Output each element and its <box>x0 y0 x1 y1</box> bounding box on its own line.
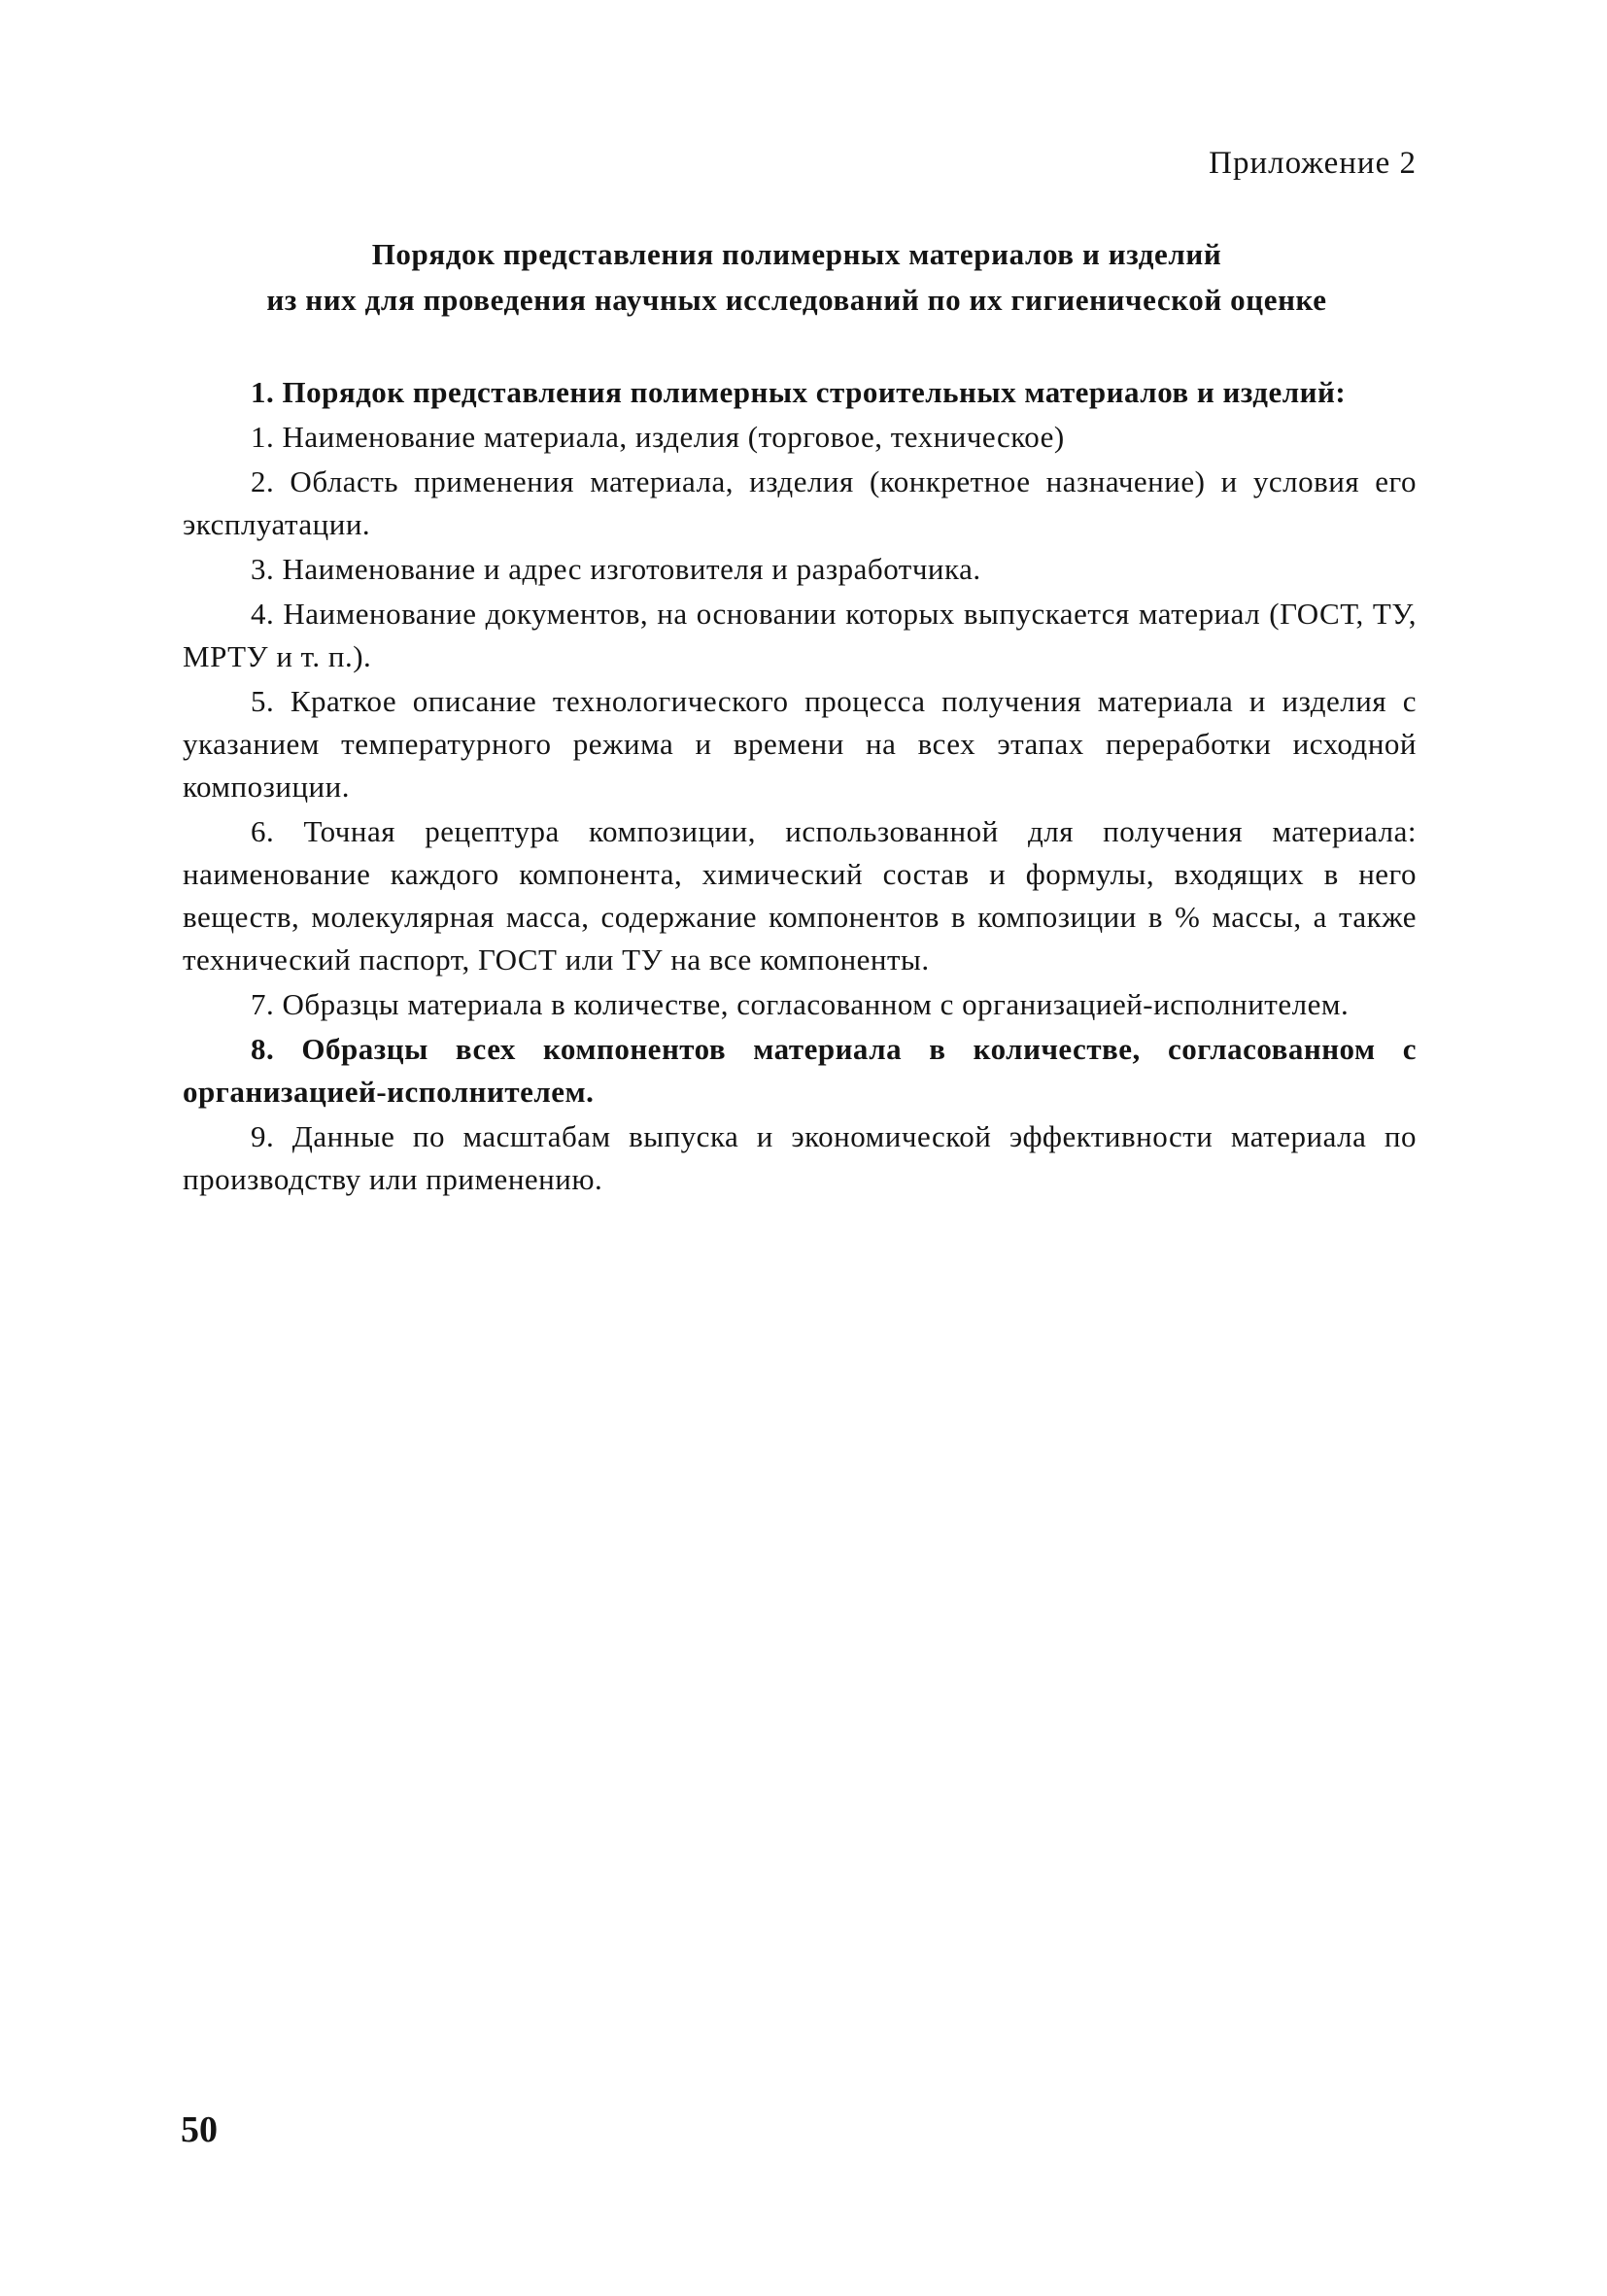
list-item-1: 1. Наименование материала, изделия (торговое, техническое) <box>251 420 1065 454</box>
appendix-label: Приложение 2 <box>1209 146 1417 181</box>
section-heading: 1. Порядок представления полимерных строительных материалов и изделий: <box>251 375 1347 409</box>
list-item-7: 7. Образцы материала в количестве, согласованном с организацией-исполнителем. <box>251 987 1350 1021</box>
list-item-9: 9. Данные по масштабам выпуска и экономической эффективности материала по производству или применению. <box>183 1119 1417 1196</box>
title-line-2: из них для проведения научных исследований по их гигиенической оценке <box>266 283 1327 317</box>
document-title <box>165 231 1428 323</box>
list-item-8: 8. Образцы всех компонентов материала в количестве, согласованном с организацией-исполнителем. <box>183 1032 1417 1109</box>
list-item-6: 6. Точная рецептура композиции, использованной для получения материала: наименование каждого компонента, химический состав и формулы, входящих в него веществ, молекулярная масса, содержание компонентов в композиции в % массы, а также технический паспорт, ГОСТ или ТУ на все компоненты. <box>183 814 1417 977</box>
list-item-5: 5. Краткое описание технологического процесса получения материала и изделия с указанием температурного режима и времени на всех этапах переработки исходной композиции. <box>183 684 1417 804</box>
list-item-2: 2. Область применения материала, изделия (конкретное назначение) и условия его эксплуатации. <box>183 464 1417 541</box>
title-line-1: Порядок представления полимерных материалов и изделий <box>371 237 1222 271</box>
page-number: 50 <box>181 2109 218 2150</box>
list-item-4: 4. Наименование документов, на основании которых выпускается материал (ГОСТ, ТУ, МРТУ и т. п.). <box>183 597 1417 673</box>
list-item-3: 3. Наименование и адрес изготовителя и разработчика. <box>251 552 981 586</box>
document-body <box>183 371 1417 1203</box>
